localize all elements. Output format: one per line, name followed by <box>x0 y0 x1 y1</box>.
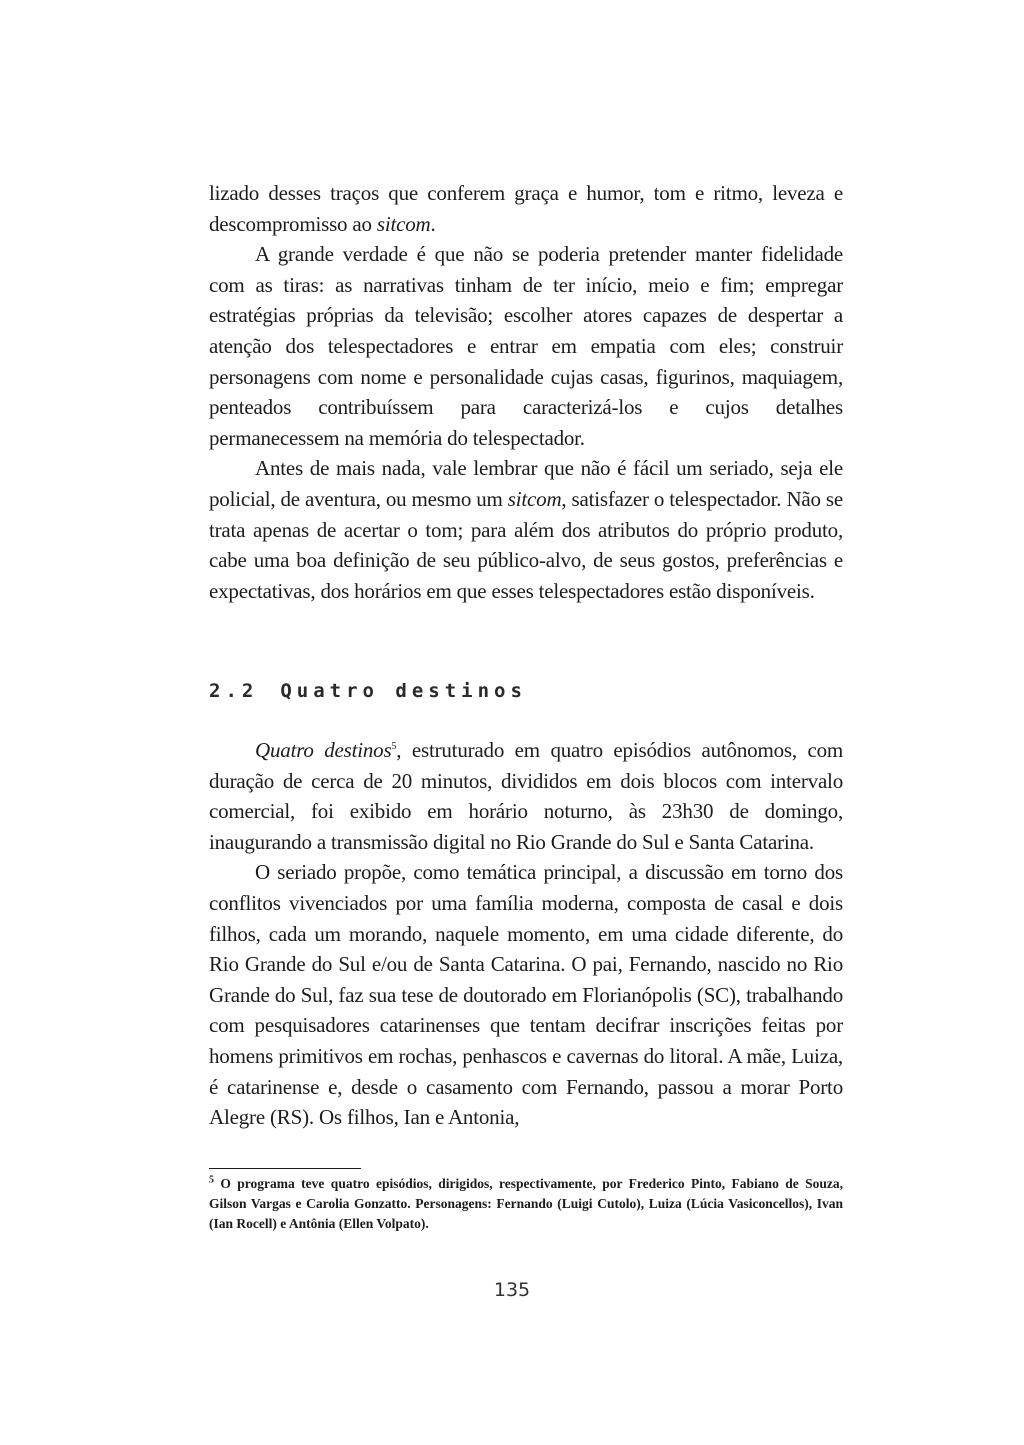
italic-program-title: Quatro destinos <box>255 738 392 762</box>
body-text-section <box>209 735 843 1133</box>
italic-term-sitcom: sitcom <box>376 211 431 236</box>
paragraph-text: . <box>430 211 436 236</box>
body-text-top <box>209 178 843 606</box>
footnote-marker: 5 <box>209 1174 214 1186</box>
section-number: 2.2 <box>209 680 259 702</box>
italic-term-sitcom: sitcom <box>507 486 562 511</box>
section-title: Quatro destinos <box>280 680 527 702</box>
paragraph-text: , estruturado em quatro episódios autônomos, com duração de cerca de 20 minutos, divididos em dois blocos com intervalo comercial, foi exibido em horário noturno, às 23h30 de domingo, inaugurando a transmissão digital no Rio Grande do Sul e Santa Catarina. <box>209 738 843 854</box>
paragraph-text: lizado desses traços que conferem graça e humor, tom e ritmo, leveza e descompromisso ao <box>209 181 843 236</box>
paragraph-program-intro <box>209 735 843 857</box>
paragraph-text: Antes de mais nada, vale lembrar que não é fácil um seriado, seja ele policial, de aventura, ou mesmo um <box>209 456 843 511</box>
footnote <box>209 1174 843 1234</box>
footnote-divider <box>209 1168 361 1169</box>
paragraph-fidelity: A grande verdade é que não se poderia pretender manter fidelidade com as tiras: as narrativas tinham de ter início, meio e fim; empregar estratégias próprias da televisão; escolher atores capazes de despertar a atenção dos telespectadores e entrar em empatia com eles; construir personagens com nome e personalidade cujas casas, figurinos, maquiagem, penteados contribuíssem para caracterizá-los e cujos detalhes permanecessem na memória do telespectador. <box>209 242 843 450</box>
paragraph-continuation <box>209 178 843 239</box>
paragraph-audience <box>209 453 843 606</box>
page-number: 135 <box>493 1279 531 1301</box>
section-heading <box>209 680 527 702</box>
footnote-reference: 5 <box>391 741 397 752</box>
footnote-text: O programa teve quatro episódios, dirigidos, respectivamente, por Frederico Pinto, Fabiano de Souza, Gilson Vargas e Carolia Gonzatto. Personagens: Fernando (Luigi Cutolo), Luiza (Lúcia Vasiconcellos), Ivan (Ian Rocell) e Antônia (Ellen Volpato). <box>209 1176 843 1231</box>
paragraph-text: , satisfazer o telespectador. Não se trata apenas de acertar o tom; para além dos atributos do próprio produto, cabe uma boa definição de seu público-alvo, de seus gostos, preferências e expectativas, dos horários em que esses telespectadores estão disponíveis. <box>209 486 843 603</box>
paragraph-theme: O seriado propõe, como temática principal, a discussão em torno dos conflitos vivenciados por uma família moderna, composta de casal e dois filhos, cada um morando, naquele momento, em uma cidade diferente, do Rio Grande do Sul e/ou de Santa Catarina. O pai, Fernando, nascido no Rio Grande do Sul, faz sua tese de doutorado em Florianópolis (SC), trabalhando com pesquisadores catarinenses que tentam decifrar inscrições feitas por homens primitivos em rochas, penhascos e cavernas do litoral. A mãe, Luiza, é catarinense e, desde o casamento com Fernando, passou a morar Porto Alegre (RS). Os filhos, Ian e Antonia, <box>209 860 843 1130</box>
